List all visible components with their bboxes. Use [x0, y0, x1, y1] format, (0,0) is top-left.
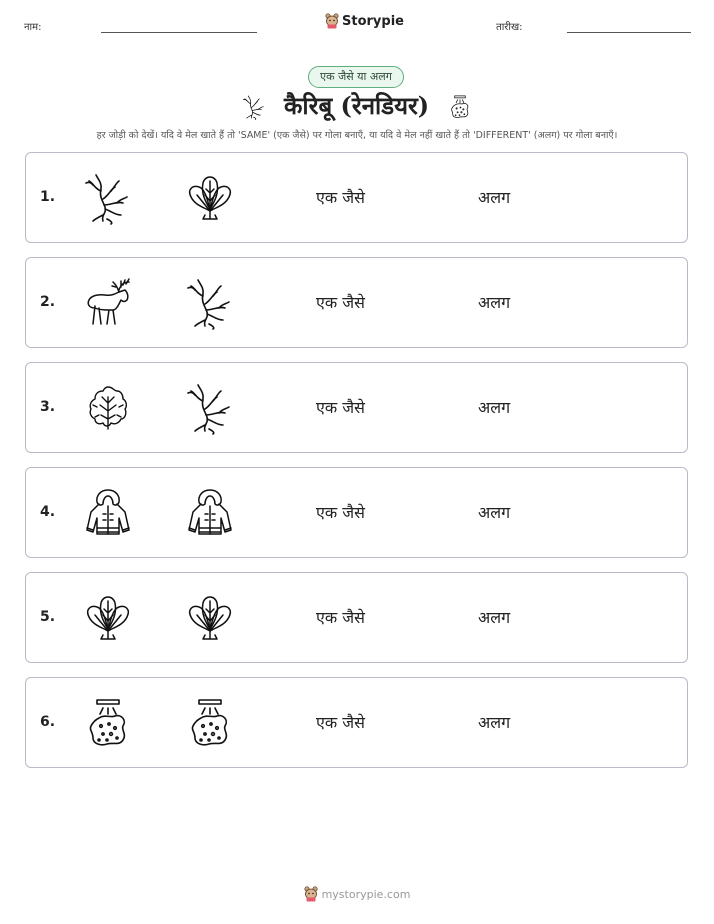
different-option[interactable]: अलग [478, 713, 511, 732]
same-option[interactable]: एक जैसे [316, 503, 365, 522]
name-line[interactable] [101, 32, 257, 33]
footer-site: mystorypie.com [321, 887, 411, 901]
lichen-branch-icon [81, 171, 135, 225]
leafy-plant-icon [183, 171, 237, 225]
question-number: 6. [40, 714, 56, 730]
worksheet-type-badge: एक जैसे या अलग [308, 66, 404, 88]
date-label: तारीख: [496, 22, 523, 33]
question-row [25, 467, 688, 558]
question-row [25, 362, 688, 453]
moss-clump-icon [183, 696, 237, 750]
question-row [25, 257, 688, 348]
question-number: 1. [40, 189, 56, 205]
question-number: 2. [40, 294, 56, 310]
lichen-branch-icon [241, 92, 267, 122]
question-number: 5. [40, 609, 56, 625]
brand-name: Storypie [342, 13, 404, 29]
moss-clump-icon [81, 696, 135, 750]
lichen-branch-icon [183, 381, 237, 435]
different-option[interactable]: अलग [478, 188, 511, 207]
date-line[interactable] [567, 32, 691, 33]
leafy-plant-icon [183, 591, 237, 645]
instructions: हर जोड़ी को देखें। यदि वे मेल खाते हैं तो 'SAME' (एक जैसे) पर गोला बनाएँ, या यदि वे मेल नहीं खाते हैं तो 'DIFFERENT' (अलग) पर गोला बनाएँ। [96, 130, 618, 141]
different-option[interactable]: अलग [478, 503, 511, 522]
leafy-plant-icon [81, 591, 135, 645]
different-option[interactable]: अलग [478, 293, 511, 312]
question-row [25, 572, 688, 663]
same-option[interactable]: एक जैसे [316, 608, 365, 627]
parka-coat-icon [81, 486, 135, 540]
same-option[interactable]: एक जैसे [316, 398, 365, 417]
same-option[interactable]: एक जैसे [316, 713, 365, 732]
different-option[interactable]: अलग [478, 608, 511, 627]
bear-mascot-icon [325, 13, 339, 29]
brand-logo [325, 13, 404, 29]
different-option[interactable]: अलग [478, 398, 511, 417]
lichen-branch-icon [183, 276, 237, 330]
question-row [25, 677, 688, 768]
question-number: 3. [40, 399, 56, 415]
name-label: नाम: [24, 22, 42, 33]
parka-coat-icon [183, 486, 237, 540]
page-title: कैरिबू (रेनडियर) [284, 91, 430, 120]
moss-clump-icon [447, 92, 473, 122]
footer [0, 886, 714, 902]
question-row [25, 152, 688, 243]
question-number: 4. [40, 504, 56, 520]
same-option[interactable]: एक जैसे [316, 293, 365, 312]
moose-icon [81, 276, 135, 330]
same-option[interactable]: एक जैसे [316, 188, 365, 207]
bear-mascot-icon [304, 886, 318, 902]
round-shrub-icon [81, 381, 135, 435]
